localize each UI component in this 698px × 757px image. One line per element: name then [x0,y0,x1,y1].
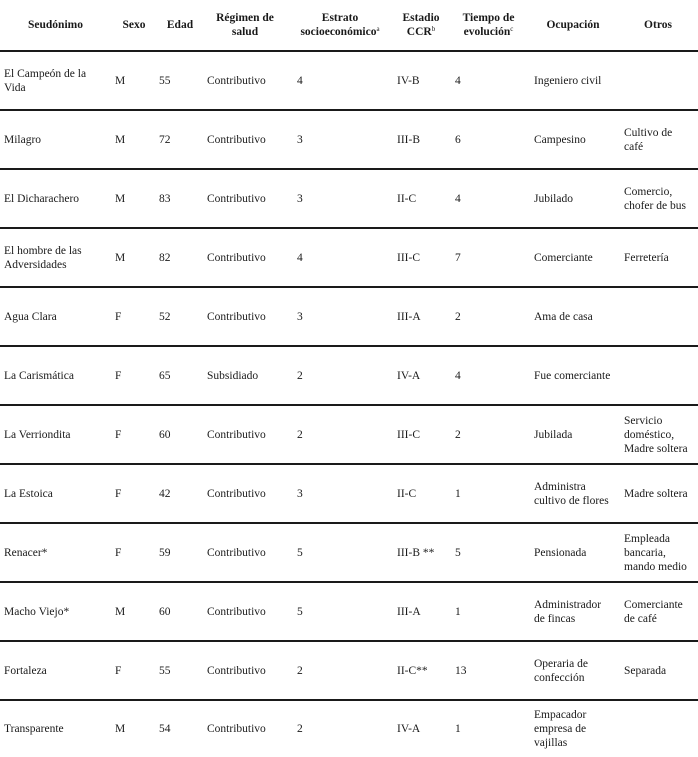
cell-estrato: 5 [287,523,393,582]
cell-regimen: Contributivo [203,51,287,110]
cell-estrato: 2 [287,405,393,464]
header-regimen-line1: Régimen de [216,12,274,24]
cell-tiempo: 7 [449,228,528,287]
cell-ocupacion: Jubilado [528,169,618,228]
table-row [0,582,698,641]
cell-estadio: III-B ** [393,523,449,582]
cell-seudonimo: La Verriondita [0,405,111,464]
cell-estadio: III-C [393,228,449,287]
cell-otros: Comerciante de café [618,582,698,641]
cell-sexo: M [115,723,126,735]
header-sexo [111,0,157,51]
cell-edad: 82 [157,228,203,287]
cell-edad: 65 [157,346,203,405]
table-row [0,287,698,346]
cell-estadio: III-B [393,110,449,169]
table-row [0,700,698,757]
footnote-marker-a: a [376,25,380,33]
cell-ocupacion: Jubilada [528,405,618,464]
cell-regimen: Contributivo [203,169,287,228]
cell-sexo: F [111,464,157,523]
header-tiempo [449,0,528,51]
header-estadio-line1: Estadio [402,12,440,24]
table-row [0,228,698,287]
cell-seudonimo: El Campeón de la Vida [0,51,111,110]
cell-seudonimo: La Carismática [0,346,111,405]
cell-sexo: F [111,287,157,346]
cell-seudonimo: El hombre de las Adversidades [0,228,111,287]
cell-tiempo: 6 [449,110,528,169]
cell-edad: 60 [157,405,203,464]
cell-otros: Cultivo de café [618,110,698,169]
header-ocupacion [528,0,618,51]
header-estadio-line2: CCR [406,26,432,38]
cell-edad: 52 [157,287,203,346]
cell-estadio: II-C** [393,641,449,700]
cell-otros [618,346,698,405]
cell-edad: 60 [157,582,203,641]
cell-edad: 55 [157,51,203,110]
cell-sexo: M [111,228,157,287]
cell-otros [618,287,698,346]
table-row [0,641,698,700]
cell-ocupacion: Fue comerciante [528,346,618,405]
table-row [0,51,698,110]
cell-regimen: Subsidiado [203,346,287,405]
header-sexo-label: Sexo [122,19,146,31]
table-row [0,405,698,464]
cell-seudonimo: Fortaleza [0,641,111,700]
cell-edad: 55 [157,641,203,700]
cell-sexo: M [111,582,157,641]
cell-regimen: Contributivo [203,582,287,641]
cell-otros: Empleada bancaria, mando medio [618,523,698,582]
cell-sexo: M [111,169,157,228]
cell-estadio: II-C [393,464,449,523]
cell-edad: 54 [159,723,171,735]
cell-ocupacion: Campesino [528,110,618,169]
cell-otros [618,700,698,757]
cell-regimen: Contributivo [203,464,287,523]
cell-estrato: 3 [287,110,393,169]
table-row [0,346,698,405]
cell-seudonimo: Macho Viejo* [0,582,111,641]
header-estrato [287,0,393,51]
header-regimen [203,0,287,51]
cell-seudonimo: La Estoica [0,464,111,523]
footnote-marker-b: b [431,25,436,33]
cell-estadio: III-A [393,582,449,641]
cell-seudonimo: Milagro [0,110,111,169]
cell-estrato: 4 [287,51,393,110]
header-tiempo-line1: Tiempo de [462,12,515,24]
cell-tiempo: 2 [449,405,528,464]
cell-estrato: 3 [287,464,393,523]
cell-seudonimo: El Dicharachero [0,169,111,228]
cell-seudonimo: Renacer* [0,523,111,582]
cell-seudonimo: Agua Clara [0,287,111,346]
cell-otros: Separada [618,641,698,700]
table-row [0,464,698,523]
cell-estadio: IV-B [393,51,449,110]
cell-otros: Servicio doméstico, Madre soltera [618,405,698,464]
cell-regimen: Contributivo [203,228,287,287]
cell-tiempo: 1 [449,464,528,523]
header-edad-label: Edad [166,19,194,31]
cell-estrato: 2 [287,346,393,405]
cell-ocupacion: Administra cultivo de flores [528,464,618,523]
cell-ocupacion: Empacador empresa de vajillas [534,709,587,749]
cell-otros: Comercio, chofer de bus [618,169,698,228]
cell-estadio: III-A [393,287,449,346]
header-edad [157,0,203,51]
cell-ocupacion: Comerciante [528,228,618,287]
cell-tiempo: 13 [449,641,528,700]
cell-otros [618,51,698,110]
footnote-marker-c: c [510,25,514,33]
header-otros-label: Otros [644,19,672,31]
cell-estadio: III-C [393,405,449,464]
cell-regimen: Contributivo [203,405,287,464]
header-estadio [393,0,449,51]
cell-tiempo: 4 [449,346,528,405]
cell-sexo: F [111,405,157,464]
table-row [0,523,698,582]
cell-regimen: Contributivo [203,110,287,169]
cell-otros: Madre soltera [618,464,698,523]
cell-ocupacion: Administrador de fincas [528,582,618,641]
header-otros [618,0,698,51]
header-seudonimo [0,0,111,51]
cell-estrato: 2 [297,723,303,735]
header-row [0,0,698,51]
cell-tiempo: 1 [449,582,528,641]
cell-estrato: 3 [287,169,393,228]
cell-estadio: IV-A [397,723,421,735]
cell-regimen: Contributivo [203,523,287,582]
cell-estadio: II-C [393,169,449,228]
header-estrato-line2: socioeconómico [300,26,377,38]
cell-tiempo: 4 [449,169,528,228]
header-ocupacion-label: Ocupación [546,19,600,31]
header-estrato-line1: Estrato [321,12,359,24]
cell-ocupacion: Ingeniero civil [528,51,618,110]
cell-estrato: 2 [287,641,393,700]
cell-ocupacion: Operaria de confección [528,641,618,700]
cell-tiempo: 5 [449,523,528,582]
cell-ocupacion: Pensionada [528,523,618,582]
cell-ocupacion: Ama de casa [528,287,618,346]
cell-tiempo: 1 [455,723,461,735]
cell-estrato: 5 [287,582,393,641]
cell-edad: 42 [157,464,203,523]
cell-edad: 83 [157,169,203,228]
cell-regimen: Contributivo [203,287,287,346]
cell-sexo: M [111,51,157,110]
header-regimen-line2: salud [231,26,259,38]
cell-sexo: F [111,641,157,700]
table-row [0,110,698,169]
cell-sexo: M [111,110,157,169]
cell-tiempo: 2 [449,287,528,346]
cell-estrato: 3 [287,287,393,346]
cell-regimen: Contributivo [207,723,266,735]
cell-estadio: IV-A [393,346,449,405]
cell-estrato: 4 [287,228,393,287]
cell-edad: 72 [157,110,203,169]
table-row [0,169,698,228]
cell-regimen: Contributivo [203,641,287,700]
cell-tiempo: 4 [449,51,528,110]
cell-otros: Ferretería [618,228,698,287]
cell-seudonimo: Transparente [4,723,64,735]
header-tiempo-line2: evolución [463,26,511,38]
cell-sexo: F [111,346,157,405]
cell-sexo: F [111,523,157,582]
header-seudonimo-label: Seudónimo [28,19,83,31]
cell-edad: 59 [157,523,203,582]
